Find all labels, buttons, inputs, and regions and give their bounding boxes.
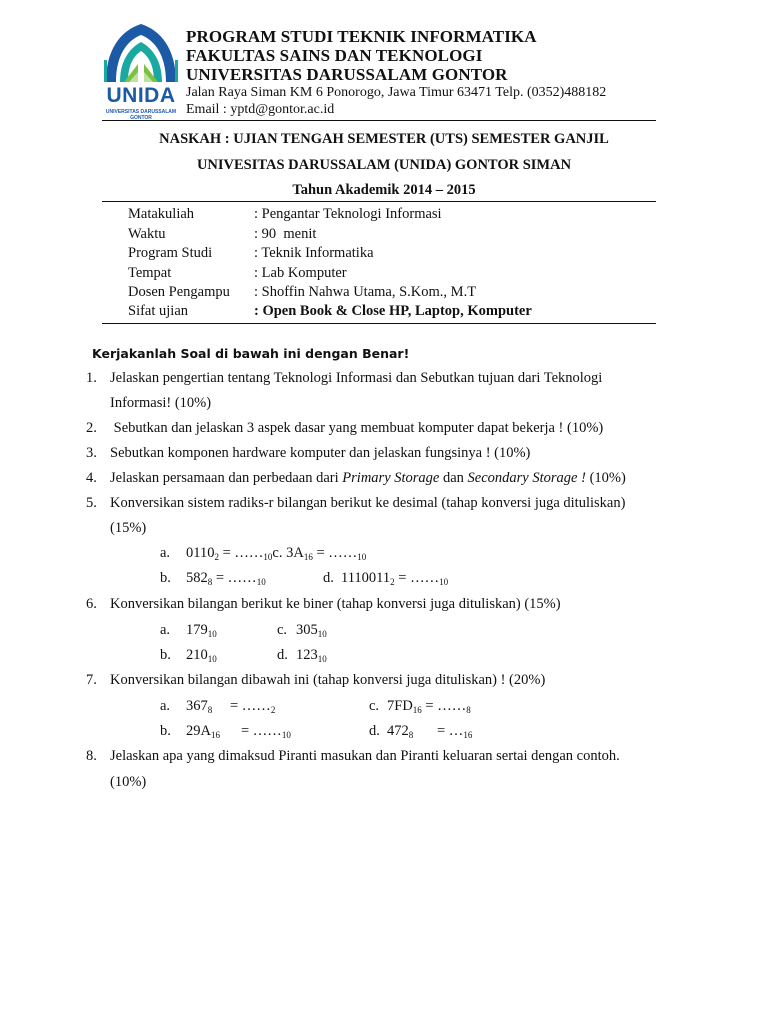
q6-item-c-letter: c. [277, 622, 288, 638]
question-2-number: 2. [86, 420, 97, 436]
q5-item-d [341, 570, 448, 587]
q7-c-base: 7FD [387, 698, 413, 714]
q6-d-base: 123 [296, 647, 318, 663]
question-6-text: Konversikan bilangan berikut ke biner (tahap konversi juga dituliskan) (15%) [110, 596, 561, 612]
q7-a-eq: = …… [230, 698, 271, 714]
q7-b-base: 29A [186, 723, 211, 739]
info-value-program: : Teknik Informatika [254, 245, 374, 261]
question-2-text: Sebutkan dan jelaskan 3 aspek dasar yang membuat komputer dapat bekerja ! (10%) [110, 420, 604, 436]
q7-item-c-letter: c. [369, 698, 380, 714]
q7-c-radix: 16 [412, 705, 422, 715]
q6-item-d [296, 647, 327, 664]
q5-item-c-letter: c. [272, 545, 283, 561]
q5-c-eq: = …… [312, 545, 358, 561]
q6-item-a-letter: a. [160, 622, 171, 638]
q7-b-target: 10 [281, 730, 291, 740]
q5-item-b [186, 570, 266, 587]
header-program: PROGRAM STUDI TEKNIK INFORMATIKA [186, 27, 537, 46]
q7-item-b-eq [241, 723, 291, 740]
q6-c-radix: 10 [317, 629, 327, 639]
q7-d-target: 16 [463, 730, 473, 740]
q5-item-d-letter: d. [323, 570, 334, 586]
exam-title: NASKAH : UJIAN TENGAH SEMESTER (UTS) SEMESTER GANJIL [159, 131, 609, 147]
q7-item-a-num [186, 698, 212, 715]
q7-a-base: 367 [186, 698, 208, 714]
question-5-text: Konversikan sistem radiks-r bilangan berikut ke desimal (tahap konversi juga dituliskan) [110, 495, 626, 511]
q7-item-d-num [387, 723, 413, 740]
q7-d-base: 472 [387, 723, 409, 739]
q5-d-eq: = …… [394, 570, 440, 586]
header-divider [102, 120, 656, 121]
q6-c-base: 305 [296, 622, 318, 638]
question-5-number: 5. [86, 495, 97, 511]
info-label-place: Tempat [128, 265, 172, 281]
q7-item-c [387, 698, 471, 715]
question-4-primary-storage: Primary Storage [342, 470, 440, 486]
q6-item-b-letter: b. [160, 647, 171, 663]
q7-b-eq: = …… [241, 723, 282, 739]
unida-logo [100, 20, 182, 124]
info-value-lecturer: : Shoffin Nahwa Utama, S.Kom., M.T [254, 284, 477, 300]
q5-a-base: 0110 [186, 545, 215, 561]
question-3-text: Sebutkan komponen hardware komputer dan jelaskan fungsinya ! (10%) [110, 445, 531, 461]
info-value-course: : Pengantar Teknologi Informasi [254, 206, 442, 222]
q7-d-eq: = … [437, 723, 464, 739]
q6-a-radix: 10 [207, 629, 217, 639]
info-label-time: Waktu [128, 226, 166, 242]
q5-b-radix: 8 [207, 577, 213, 587]
academic-year: Tahun Akademik 2014 – 2015 [292, 182, 476, 198]
question-4-mid: dan [439, 470, 468, 486]
q7-item-b-letter: b. [160, 723, 171, 739]
question-6-number: 6. [86, 596, 97, 612]
header-address: Jalan Raya Siman KM 6 Ponorogo, Jawa Timur 63471 Telp. (0352)488182 [186, 85, 607, 100]
q7-b-radix: 16 [210, 730, 220, 740]
question-3-number: 3. [86, 445, 97, 461]
q7-c-eq: = …… [421, 698, 467, 714]
header-email: Email : yptd@gontor.ac.id [186, 102, 335, 117]
info-value-place: : Lab Komputer [254, 265, 347, 281]
question-1-text: Jelaskan pengertian tentang Teknologi Informasi dan Sebutkan tujuan dari Teknologi [110, 370, 603, 386]
question-7-text: Konversikan bilangan dibawah ini (tahap konversi juga dituliskan) ! (20%) [110, 672, 546, 688]
q5-c-radix: 16 [303, 552, 313, 562]
q5-b-eq: = …… [212, 570, 257, 586]
header-faculty: FAKULTAS SAINS DAN TEKNOLOGI [186, 46, 483, 65]
q5-a-target: 10 [263, 552, 273, 562]
q7-item-a-eq [230, 698, 275, 715]
q7-d-radix: 8 [408, 730, 414, 740]
info-label-course: Matakuliah [128, 206, 195, 222]
q7-c-target: 8 [466, 705, 471, 715]
q5-d-target: 10 [439, 577, 449, 587]
info-label-lecturer: Dosen Pengampu [128, 284, 230, 300]
q5-a-radix: 2 [214, 552, 219, 562]
info-label-exam-type: Sifat ujian [128, 303, 189, 319]
logo-subtext: UNIVERSITAS DARUSSALAM GONTOR [105, 109, 177, 121]
q5-item-a-letter: a. [160, 545, 171, 561]
q5-a-eq: = …… [218, 545, 264, 561]
instruction: Kerjakanlah Soal di bawah ini dengan Benar! [92, 346, 410, 361]
info-value-time: : 90 menit [254, 226, 317, 242]
question-4-secondary-storage: Secondary Storage ! [467, 470, 586, 486]
question-4-text [110, 470, 626, 487]
q6-a-base: 179 [186, 622, 208, 638]
question-4-number: 4. [86, 470, 97, 486]
q5-c-target: 10 [357, 552, 367, 562]
q5-d-base: 1110011 [341, 570, 391, 586]
q5-b-base: 582 [186, 570, 208, 586]
question-8-number: 8. [86, 748, 97, 764]
question-4-post: (10%) [585, 470, 626, 486]
info-label-program: Program Studi [128, 245, 213, 261]
q5-c-base: 3A [282, 545, 304, 561]
question-1-number: 1. [86, 370, 97, 386]
q6-item-a [186, 622, 217, 639]
question-5-text-cont: (15%) [110, 520, 147, 536]
q6-b-radix: 10 [207, 654, 217, 664]
question-8-text-cont: (10%) [110, 774, 147, 790]
info-value-exam-type: : Open Book & Close HP, Laptop, Komputer [254, 303, 532, 319]
question-1-text-cont: Informasi! (10%) [110, 395, 212, 411]
q5-b-target: 10 [256, 577, 266, 587]
q6-d-radix: 10 [317, 654, 327, 664]
q7-item-a-letter: a. [160, 698, 171, 714]
question-4-pre: Jelaskan persamaan dan perbedaan dari [110, 470, 343, 486]
q6-item-d-letter: d. [277, 647, 288, 663]
logo-text: UNIDA [106, 84, 176, 107]
q7-a-target: 2 [270, 705, 276, 715]
q6-item-c [296, 622, 327, 639]
info-top-divider [102, 201, 656, 202]
header-university: UNIVERSITAS DARUSSALAM GONTOR [186, 65, 508, 84]
q7-item-d-letter: d. [369, 723, 380, 739]
q5-d-radix: 2 [390, 577, 395, 587]
q7-a-radix: 8 [207, 705, 213, 715]
question-8-text: Jelaskan apa yang dimaksud Piranti masukan dan Piranti keluaran sertai dengan contoh. [110, 748, 620, 764]
info-bottom-divider [102, 323, 656, 324]
q6-item-b [186, 647, 217, 664]
question-7-number: 7. [86, 672, 97, 688]
q6-b-base: 210 [186, 647, 208, 663]
q7-item-b-num [186, 723, 220, 740]
exam-institution: UNIVESITAS DARUSSALAM (UNIDA) GONTOR SIMAN [196, 157, 572, 173]
q5-item-a [186, 545, 366, 562]
q7-item-d-eq [437, 723, 472, 740]
q5-item-b-letter: b. [160, 570, 171, 586]
